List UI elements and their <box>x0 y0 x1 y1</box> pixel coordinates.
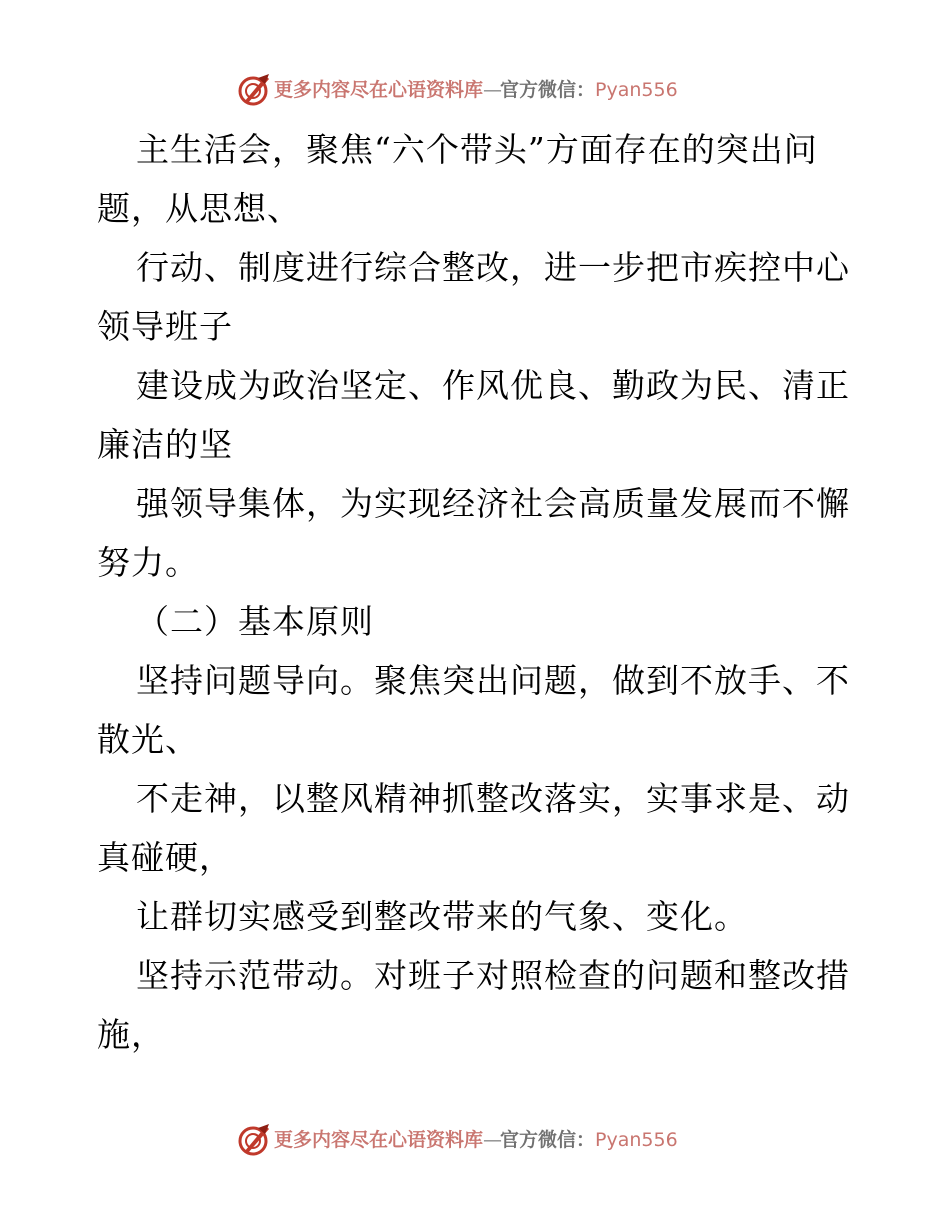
footer-watermark <box>0 1120 950 1160</box>
text-line: 坚持示范带动。对班子对照检查的问题和整改措 <box>136 956 850 995</box>
watermark-text <box>274 1128 678 1152</box>
watermark-wechat-id: Pyan556 <box>595 1129 678 1151</box>
text-line: 强领导集体，为实现经济社会高质量发展而不懈 <box>136 484 850 523</box>
watermark-dash: — <box>483 1129 501 1151</box>
text-line: 真碰硬， <box>97 838 233 877</box>
watermark-label: 官方微信： <box>500 79 596 101</box>
text-line: 散光、 <box>97 720 199 759</box>
watermark-dash: — <box>483 79 501 101</box>
text-line: 廉洁的坚 <box>97 425 233 464</box>
text-line: 题，从思想、 <box>97 189 301 228</box>
text-line: 主生活会，聚焦“六个带头”方面存在的突出问 <box>136 130 818 169</box>
text-line: 让群切实感受到整改带来的气象、变化。 <box>136 897 748 936</box>
watermark-title: 更多内容尽在心语资料库 <box>274 79 484 101</box>
quill-seal-logo-icon <box>236 72 272 108</box>
watermark-title: 更多内容尽在心语资料库 <box>274 1129 484 1151</box>
watermark-wechat-id: Pyan556 <box>595 79 678 101</box>
text-line: 行动、制度进行综合整改，进一步把市疾控中心 <box>136 248 850 287</box>
text-line: 领导班子 <box>97 307 233 346</box>
watermark-label: 官方微信： <box>500 1129 596 1151</box>
section-heading: （二）基本原则 <box>136 602 374 641</box>
document-body <box>97 120 857 1064</box>
quill-seal-logo-icon <box>236 1122 272 1158</box>
text-line: 坚持问题导向。聚焦突出问题，做到不放手、不 <box>136 661 850 700</box>
text-line: 不走神，以整风精神抓整改落实，实事求是、动 <box>136 779 850 818</box>
header-watermark <box>0 70 950 110</box>
watermark-text <box>274 78 678 102</box>
text-line: 努力。 <box>97 543 199 582</box>
text-line: 建设成为政治坚定、作风优良、勤政为民、清正 <box>136 366 850 405</box>
text-line: 施， <box>97 1015 165 1054</box>
